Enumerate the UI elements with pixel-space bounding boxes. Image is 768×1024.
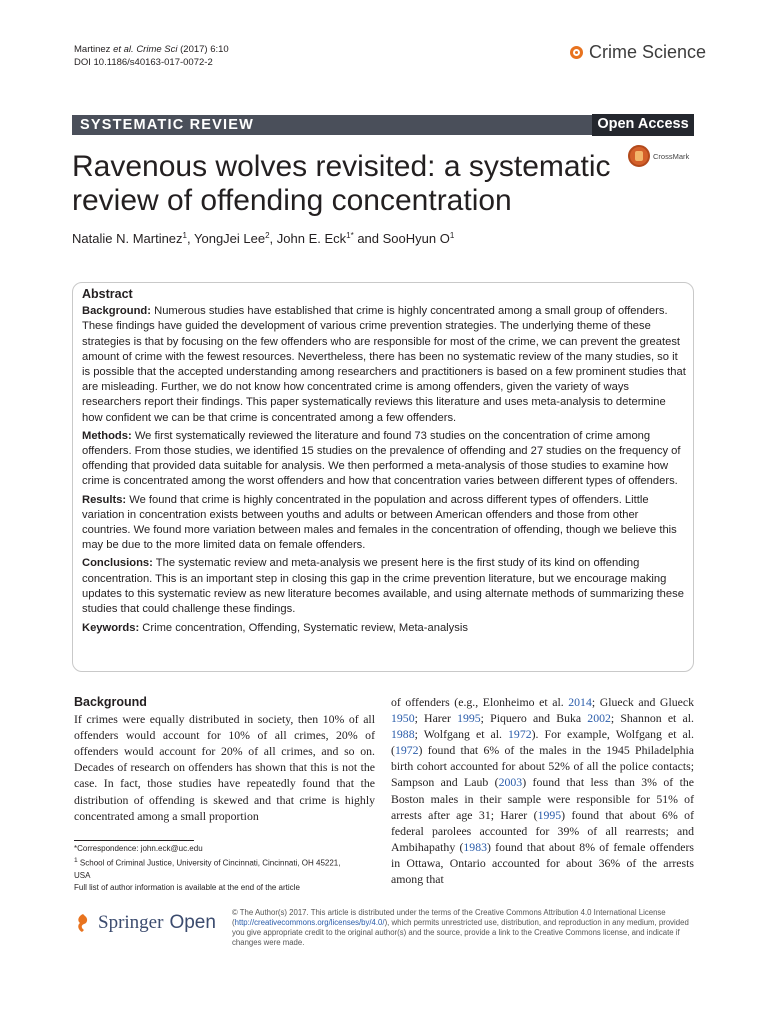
body-text: ; Glueck and Glueck <box>591 695 694 709</box>
abstract-text: We found that crime is highly concentrated in the population and across different types of offenders. Little variation in concentration exists between youths and adults or between American offenders and those from other countries. We found more variation between males and females in the concentration of offending, though we believe this may be due to the more limited data on female offenders. <box>82 493 677 552</box>
reference-link[interactable]: 1995 <box>537 807 562 822</box>
reference-link[interactable]: 1983 <box>463 839 487 854</box>
body-text: of offenders (e.g., Elonheimo et al. <box>391 695 569 709</box>
citation-year: (2017) 6:10 <box>177 44 229 55</box>
publisher-suffix: Open <box>169 912 216 933</box>
crossmark-label: CrossMark <box>653 151 690 161</box>
abstract-heading: Abstract <box>82 287 133 301</box>
author-name: Natalie N. Martinez <box>72 231 183 246</box>
abstract-methods <box>82 429 686 490</box>
reference-link[interactable]: 1995 <box>457 711 481 726</box>
license-part1: © The Author(s) 2017. This article is distributed under the terms of the Creative Commons Attribution 4.0 International License ( <box>232 908 666 927</box>
abstract-conclusions <box>82 556 686 617</box>
abstract-text: The systematic review and meta-analysis we present here is the first study of its kind on offending concentration. This is an important step in closing this gap in the crime prevention literature, but we encourage making updates to this systematic review as new literature becomes available, and using alternate methods of summarizing these studies that could challenge these findings. <box>82 557 684 616</box>
author-name: SooHyun O <box>382 231 450 246</box>
body-column-right <box>391 694 694 887</box>
author-separator: , <box>269 231 277 246</box>
section-heading: Background <box>74 695 147 709</box>
reference-link[interactable]: 1988 <box>391 727 415 742</box>
license-part2: ), which permits unrestricted use, distribution, and reproduction in any medium, provided you give appropriate credit to the original author(s) and the source, provide a link to the Creative Commons license, and indicate if changes were made. <box>232 918 689 947</box>
body-text: ; Harer <box>414 711 458 726</box>
author-affiliation-sup: 1 <box>449 231 455 240</box>
reference-link[interactable]: 1950 <box>391 711 415 726</box>
affiliation-note <box>74 855 344 882</box>
body-column-left <box>74 694 375 824</box>
author-affiliation-sup: 1* <box>346 231 354 240</box>
abstract-text: We first systematically reviewed the literature and found 73 studies on the concentration of crime among offenders. From those studies, we identified 15 studies on the prevalence of offending and 27 studies on the frequency of offending that provided data suitable for analysis. We then performed a meta-analysis of those studies to examine how crime is concentrated among the worst offenders and how that concentration varies between different types of offenders. <box>82 429 681 488</box>
author-info-note: Full list of author information is available at the end of the article <box>74 882 300 892</box>
reference-link[interactable]: 1972 <box>394 743 419 758</box>
reference-link[interactable]: 2014 <box>568 695 592 709</box>
article-title: Ravenous wolves revisited: a systematic review of offending concentration <box>72 150 611 217</box>
abstract-label: Keywords: <box>82 622 140 635</box>
body-text: ) found that less than 3% of the Boston males in their sample were responsible for 51% of arrests after age 31; Harer ( <box>391 775 694 822</box>
abstract-text: Crime concentration, Offending, Systematic review, Meta-analysis <box>139 622 468 635</box>
reference-link[interactable]: 2002 <box>587 711 611 726</box>
crossmark-button[interactable] <box>628 145 689 167</box>
author-affiliation-sup: 2 <box>265 231 270 240</box>
journal-title: Crime Science <box>589 42 707 62</box>
doi: DOI 10.1186/s40163-017-0072-2 <box>74 57 213 68</box>
reference-link[interactable]: 1972 <box>508 727 532 742</box>
abstract <box>82 287 686 639</box>
abstract-label: Results: <box>82 493 127 506</box>
abstract-label: Methods: <box>82 429 132 442</box>
open-access-badge: Open Access <box>592 114 694 136</box>
section-label: SYSTEMATIC REVIEW <box>80 117 255 133</box>
abstract-label: Background: <box>82 305 151 318</box>
journal-logo-icon <box>570 46 583 59</box>
license-link[interactable]: http://creativecommons.org/licenses/by/4.0/ <box>234 918 385 927</box>
body-text: ) found that about 6% of federal parolees accounted for 39% of all rearrests; and Ambihapathy ( <box>391 807 694 854</box>
author-name: John E. Eck <box>276 231 347 246</box>
footnote-divider <box>74 840 194 841</box>
author-separator: , <box>187 231 194 246</box>
license-text <box>232 908 694 948</box>
citation-etal: et al. Crime Sci <box>113 44 178 55</box>
body-paragraph: If crimes were equally distributed in society, then 10% of all offenders would account for 10% of all crimes, 20% of offenders would account for 20% of all crimes, and so on. Decades of research on offenders has shown that this is not the case. In fact, those studies have repeatedly found that the distribution of offending is skewed and that crime is highly concentrated among a small proportion <box>74 712 375 823</box>
abstract-label: Conclusions: <box>82 557 153 570</box>
body-text: ; Piquero and Buka <box>480 711 588 726</box>
author-name: YongJei Lee <box>194 231 266 246</box>
affiliation-text: School of Criminal Justice, University of Cincinnati, Cincinnati, OH 45221, USA <box>74 858 341 880</box>
abstract-background <box>82 304 686 426</box>
body-text: ). For example, Wolfgang et al. ( <box>391 727 694 758</box>
author-list <box>72 231 454 246</box>
correspondence-note: *Correspondence: john.eck@uc.edu <box>74 844 203 853</box>
citation-authors: Martinez <box>74 44 114 55</box>
author-separator: and <box>353 231 383 246</box>
abstract-text: Numerous studies have established that crime is highly concentrated among a small group of offenders. These findings have guided the development of various crime prevention strategies. The underlying theme of these strategies is that by focusing on the few offenders who are responsible for most of the crime, we can prevent the greatest amount of crime with the fewest resources. Nevertheless, there has been no systematic review of the many studies, so it is possible that the accepted understanding among researchers and practitioners is based on a few prominent studies that are misleading. Further, we do not know how concentrated crime is among offenders, given the variety of ways researchers report their findings. This paper systematically reviews this literature and uses meta-analysis to determine how confident we can be that crime is concentrated among a few offenders. <box>82 305 686 424</box>
reference-link[interactable]: 2003 <box>498 775 523 790</box>
springer-horse-icon <box>74 912 92 934</box>
body-text: ) found that 6% of the males in the 1945 Philadelphia birth cohort accounted for about 52% of all the police contacts; Sampson and Laub ( <box>391 743 694 790</box>
author-affiliation-sup: 1 <box>182 231 187 240</box>
abstract-results <box>82 493 686 554</box>
affiliation-sup: 1 <box>74 857 78 864</box>
article-citation <box>74 43 229 69</box>
body-text: ; Shannon et al. <box>610 711 694 726</box>
body-text: ) found that about 8% of female offenders in Ottawa, Ontario accounted for about 36% of the arrests among that <box>391 839 695 887</box>
body-text: ; Wolfgang et al. <box>414 727 509 742</box>
publisher-name: Springer <box>98 912 164 933</box>
abstract-keywords <box>82 621 686 636</box>
journal-name[interactable] <box>570 42 706 63</box>
footnotes <box>74 843 344 894</box>
publisher-logo <box>74 912 216 934</box>
